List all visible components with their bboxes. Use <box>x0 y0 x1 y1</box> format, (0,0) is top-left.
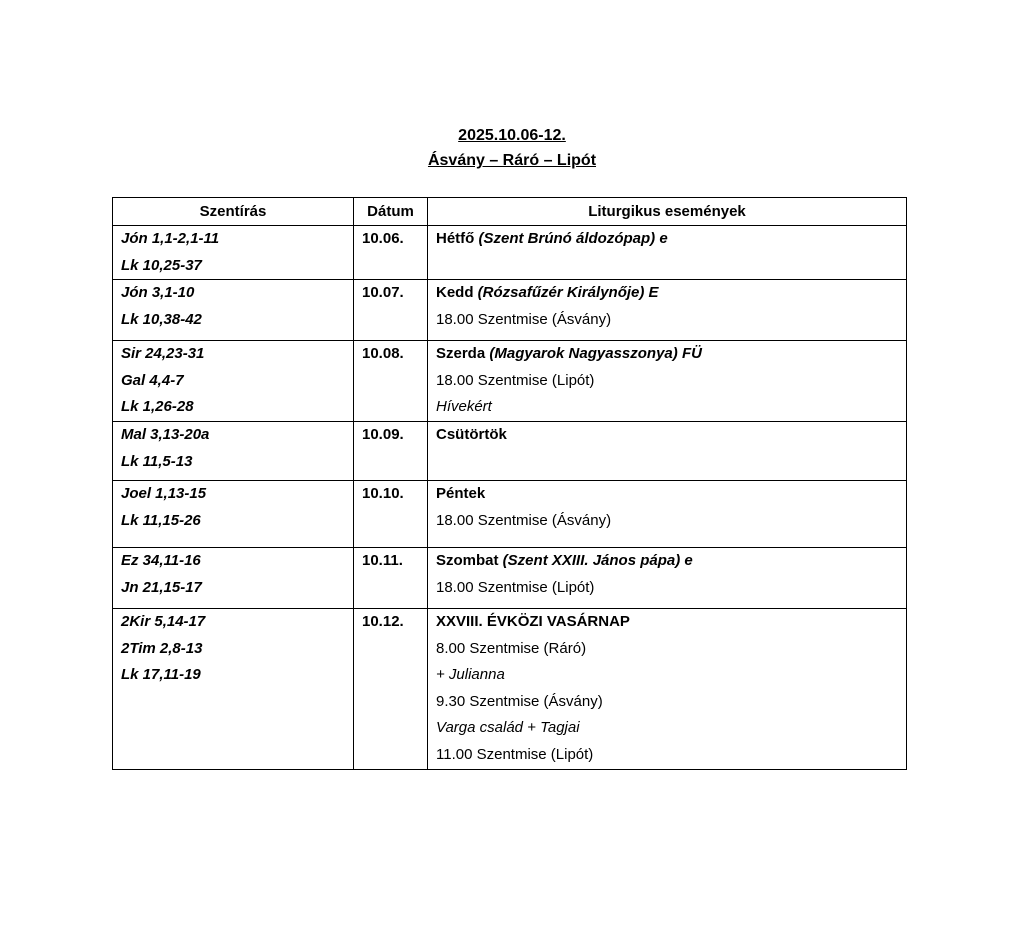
reading: Sir 24,23-31 <box>121 345 205 362</box>
reading: 2Kir 5,14-17 <box>121 613 206 630</box>
column-header-readings: Szentírás <box>113 198 354 226</box>
events-cell <box>428 226 907 280</box>
reading: Ez 34,11-16 <box>121 552 201 569</box>
feast: (Szent XXIII. János pápa) e <box>498 552 693 569</box>
reading: Gal 4,4-7 <box>121 371 184 389</box>
table-row <box>113 341 907 422</box>
mass-intention: Hívekért <box>436 398 492 415</box>
table-row <box>113 609 907 770</box>
mass-time: 11.00 Szentmise (Lipót) <box>436 745 594 763</box>
date-cell <box>354 341 428 422</box>
events-cell <box>428 481 907 548</box>
day-name: Csütörtök <box>436 426 507 443</box>
schedule-table <box>112 197 907 770</box>
readings-cell <box>113 481 354 548</box>
reading: Jón 1,1-2,1-11 <box>121 230 220 247</box>
table-row <box>113 481 907 548</box>
events-cell <box>428 280 907 341</box>
reading: Lk 1,26-28 <box>121 398 194 415</box>
events-cell <box>428 609 907 770</box>
date-cell <box>354 226 428 280</box>
mass-time: 9.30 Szentmise (Ásvány) <box>436 692 603 710</box>
mass-time: 18.00 Szentmise (Lipót) <box>436 371 595 389</box>
feast: (Szent Brúnó áldozópap) e <box>474 230 668 247</box>
reading: Lk 11,15-26 <box>121 511 201 529</box>
day-name: Péntek <box>436 485 486 502</box>
column-header-date: Dátum <box>354 198 428 226</box>
date-cell <box>354 548 428 609</box>
mass-intention: + Julianna <box>436 666 505 683</box>
readings-cell <box>113 226 354 280</box>
events-cell <box>428 548 907 609</box>
mass-time: 8.00 Szentmise (Ráró) <box>436 639 587 657</box>
mass-intention: Varga család + Tagjai <box>436 719 580 736</box>
table-row <box>113 226 907 280</box>
reading: Lk 11,5-13 <box>121 452 193 470</box>
page-title-date: 2025.10.06-12. <box>458 127 566 144</box>
date: 10.10. <box>362 485 404 502</box>
reading: Mal 3,13-20a <box>121 426 210 443</box>
readings-cell <box>113 422 354 481</box>
events-cell <box>428 341 907 422</box>
reading: Lk 17,11-19 <box>121 666 201 683</box>
date-cell <box>354 280 428 341</box>
readings-cell <box>113 280 354 341</box>
date: 10.06. <box>362 230 404 247</box>
day-name: Kedd <box>436 284 474 301</box>
reading: 2Tim 2,8-13 <box>121 639 203 657</box>
day-name: Szerda <box>436 345 486 362</box>
page-title-places: Ásvány – Ráró – Lipót <box>427 152 597 169</box>
reading: Jn 21,15-17 <box>121 578 202 596</box>
reading: Joel 1,13-15 <box>121 485 207 502</box>
reading: Lk 10,38-42 <box>121 310 202 328</box>
readings-cell <box>113 341 354 422</box>
table-row <box>113 422 907 481</box>
column-header-events: Liturgikus események <box>428 198 907 226</box>
table-row <box>113 548 907 609</box>
readings-cell <box>113 548 354 609</box>
mass-time: 18.00 Szentmise (Ásvány) <box>436 310 612 328</box>
mass-time: 18.00 Szentmise (Ásvány) <box>436 511 612 529</box>
date-cell <box>354 422 428 481</box>
table-row <box>113 280 907 341</box>
feast: (Rózsafűzér Királynője) E <box>473 284 659 301</box>
reading: Lk 10,25-37 <box>121 256 202 274</box>
reading: Jón 3,1-10 <box>121 284 195 301</box>
readings-cell <box>113 609 354 770</box>
table-header-row <box>113 198 907 226</box>
date: 10.08. <box>362 345 404 362</box>
mass-time: 18.00 Szentmise (Lipót) <box>436 578 595 596</box>
date-cell <box>354 609 428 770</box>
date: 10.09. <box>362 426 404 443</box>
day-name: Hétfő <box>436 230 475 247</box>
date: 10.07. <box>362 284 404 301</box>
day-name: XXVIII. ÉVKÖZI VASÁRNAP <box>436 613 630 630</box>
day-name: Szombat <box>436 552 499 569</box>
feast: (Magyarok Nagyasszonya) FÜ <box>485 345 702 362</box>
date: 10.12. <box>362 613 404 630</box>
date: 10.11. <box>362 552 403 569</box>
events-cell <box>428 422 907 481</box>
date-cell <box>354 481 428 548</box>
